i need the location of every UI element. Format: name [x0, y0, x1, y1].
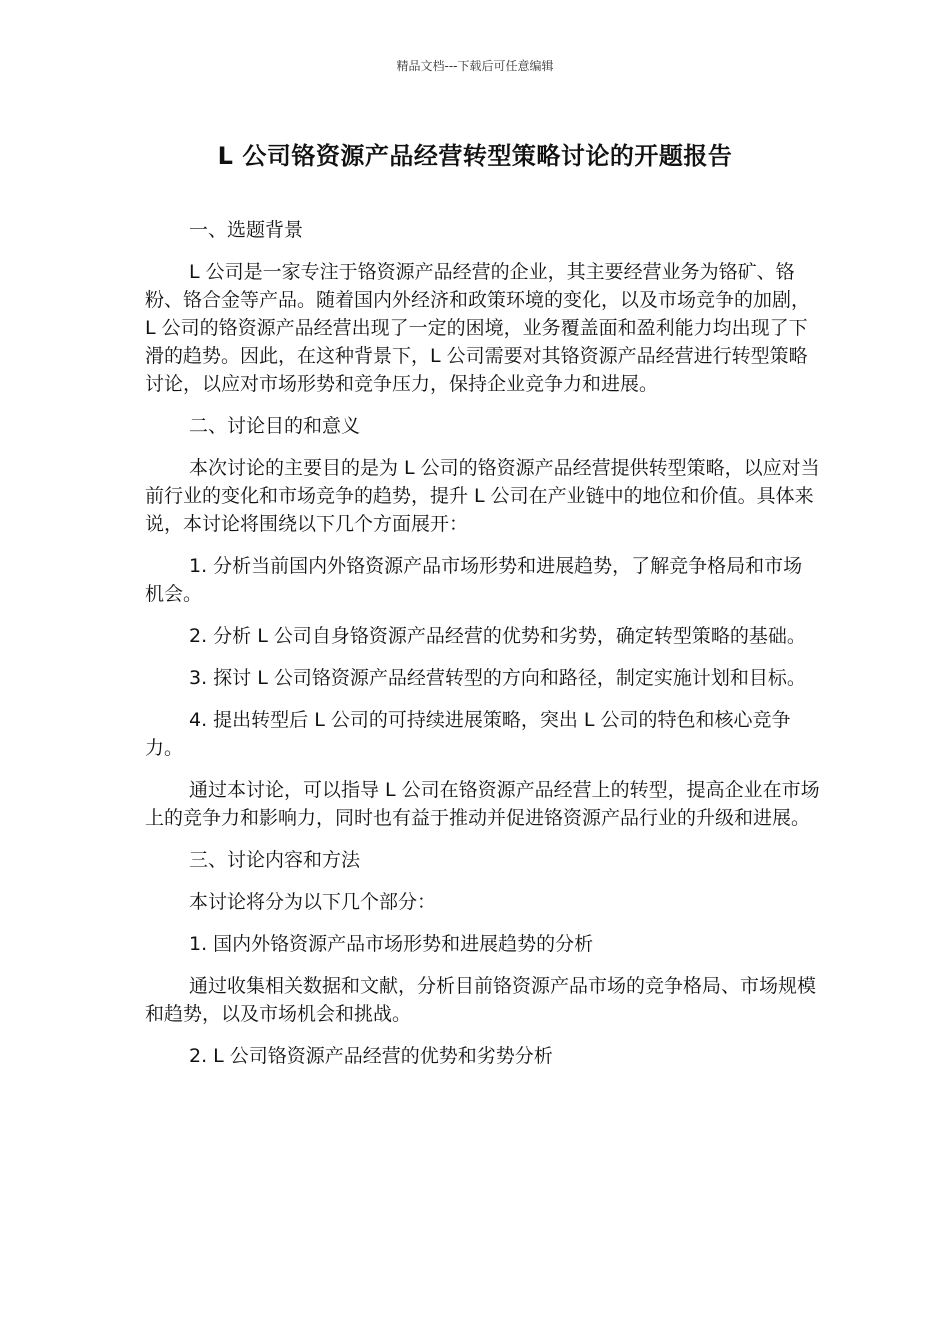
paragraph-content-1-desc: 通过收集相关数据和文献，分析目前铬资源产品市场的竞争格局、市场规模和趋势，以及市场机会和挑战。 — [145, 975, 817, 1025]
list-item-content-1: 1. 国内外铬资源产品市场形势和进展趋势的分析 — [189, 933, 594, 955]
section-heading-background: 一、选题背景 — [189, 219, 304, 241]
list-item-purpose-4: 4. 提出转型后 L 公司的可持续进展策略，突出 L 公司的特色和核心竞争力。 — [145, 709, 791, 759]
document-title: L 公司铬资源产品经营转型策略讨论的开题报告 — [217, 142, 733, 170]
section-heading-content-methods: 三、讨论内容和方法 — [189, 849, 361, 871]
paragraph-content-intro: 本讨论将分为以下几个部分： — [189, 891, 437, 913]
list-item-purpose-3: 3. 探讨 L 公司铬资源产品经营转型的方向和路径，制定实施计划和目标。 — [189, 667, 806, 689]
paragraph-purpose-summary: 通过本讨论，可以指导 L 公司在铬资源产品经营上的转型，提高企业在市场上的竞争力和影响力，同时也有益于推动并促进铬资源产品行业的升级和进展。 — [145, 779, 820, 829]
list-item-content-2: 2. L 公司铬资源产品经营的优势和劣势分析 — [189, 1045, 553, 1067]
section-heading-purpose: 二、讨论目的和意义 — [189, 415, 361, 437]
document-body — [145, 216, 820, 1084]
list-item-purpose-1: 1. 分析当前国内外铬资源产品市场形势和进展趋势，了解竞争格局和市场机会。 — [145, 555, 803, 605]
paragraph-purpose-intro: 本次讨论的主要目的是为 L 公司的铬资源产品经营提供转型策略，以应对当前行业的变化和市场竞争的趋势，提升 L 公司在产业链中的地位和价值。具体来说，本讨论将围绕以下几个方面展开： — [145, 457, 820, 535]
list-item-purpose-2: 2. 分析 L 公司自身铬资源产品经营的优势和劣势，确定转型策略的基础。 — [189, 625, 806, 647]
page-header: 精品文档---下载后可任意编辑 — [396, 59, 554, 73]
paragraph-background: L 公司是一家专注于铬资源产品经营的企业，其主要经营业务为铬矿、铬粉、铬合金等产品。随着国内外经济和政策环境的变化，以及市场竞争的加剧，L 公司的铬资源产品经营出现了一定的困境，业务覆盖面和盈利能力均出现了下滑的趋势。因此，在这种背景下，L 公司需要对其铬资源产品经营进行转型策略讨论，以应对市场形势和竞争压力，保持企业竞争力和进展。 — [145, 261, 811, 395]
